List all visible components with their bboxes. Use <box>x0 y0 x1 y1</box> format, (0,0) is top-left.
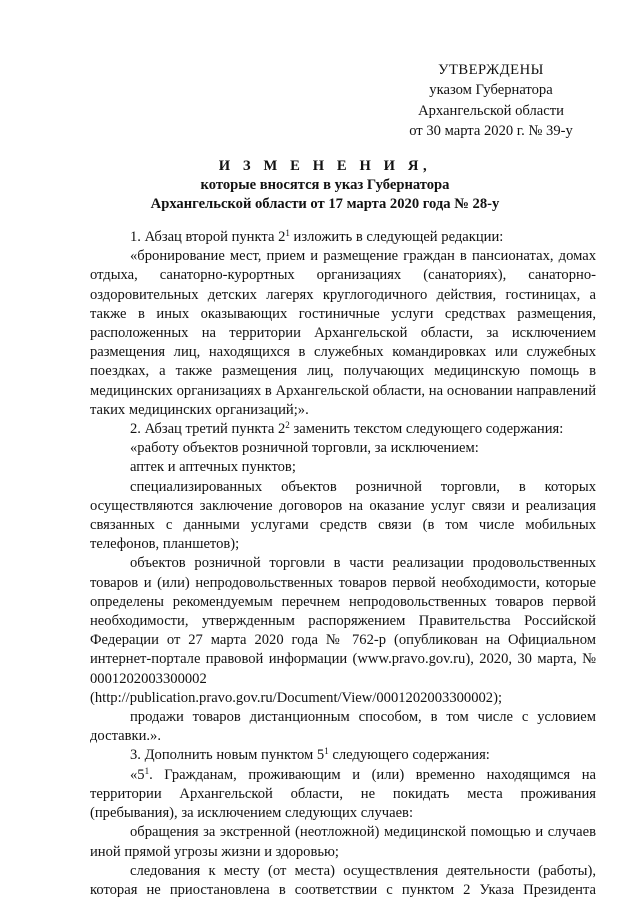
paragraph-item-3: 3. Дополнить новым пунктом $5^1$ следующего содержания: <box>130 746 490 764</box>
paragraph-food-goods: объектов розничной торговли в части реализации продовольственных товаров и (или) непродовольственных товаров первой необходимости, которые определены рекомендуемым перечнем непродовольственных товаров первой необходимости, утвержденным распоряжением Правительства Российской Федерации от 27 марта 2020 года № 762-р (опубликован на Официальном интернет-портале правовой информации (www.pravo.gov.ru), 2020, 30 марта, № 0001202003300002 (http://publication.pravo.gov.ru/Document/View/0001202003300002); <box>90 555 596 706</box>
heading-subtitle: которые вносятся в указ Губернатора <box>200 177 450 194</box>
paragraph-retail: «работу объектов розничной торговли, за исключением: <box>130 440 479 457</box>
paragraph-pharmacies: аптек и аптечных пунктов; <box>130 459 296 476</box>
paragraph-booking: «бронирование мест, прием и размещение граждан в пансионатах, домах отдыха, санаторно-курортных организациях (санаториях), санаторно-оздоровительных детских лагерях круглогодичного действия, гостиницах, а также в иных оказывающих гостиничные услуги средствах размещения, расположенных на территории Архангельской области, за исключением размещения лиц, находящихся в служебных командировках или служебных поездках, а также размещения лиц, получающих медицинскую помощь в медицинских организациях в Архангельской области, на основании направлений таких медицинских организаций;». <box>90 248 596 418</box>
approval-region: Архангельской области <box>418 102 564 119</box>
approval-title: УТВЕРЖДЕНЫ <box>438 62 544 78</box>
paragraph-work-travel: следования к месту (от места) осуществления деятельности (работы), которая не приостановлена в соответствии с пунктом 2 Указа Президента <box>90 862 596 898</box>
approval-stamp <box>376 60 606 142</box>
paragraph-residents: «$5^1$. Гражданам, проживающим и (или) временно находящимся на территории Архангельской области, не покидать места проживания (пребывания), за исключением следующих случаев: <box>90 765 596 822</box>
paragraph-remote-sales: продажи товаров дистанционным способом, в том числе с условием доставки.». <box>90 709 596 745</box>
document-body <box>90 228 596 900</box>
approval-date: от 30 марта 2020 г. № 39-у <box>409 123 573 140</box>
heading-title: И З М Е Н Е Н И Я, <box>218 158 432 174</box>
heading-reference: Архангельской области от 17 марта 2020 года № 28-у <box>150 196 500 213</box>
paragraph-item-1: 1. Абзац второй пункта $2^1$ изложить в следующей редакции: <box>130 228 504 245</box>
paragraph-item-2: 2. Абзац третий пункта $2^2$ заменить текстом следующего содержания: <box>130 420 564 438</box>
paragraph-communications: специализированных объектов розничной торговли, в которых осуществляются заключение договоров на оказание услуг связи и реализация связанных с данными услугами средств связи (в том числе мобильных телефонов, планшетов); <box>90 478 596 553</box>
paragraph-emergency: обращения за экстренной (неотложной) медицинской помощью и случаев иной прямой угрозы жизни и здоровью; <box>90 824 596 860</box>
document-heading <box>90 157 560 215</box>
approval-issuer: указом Губернатора <box>429 82 553 99</box>
